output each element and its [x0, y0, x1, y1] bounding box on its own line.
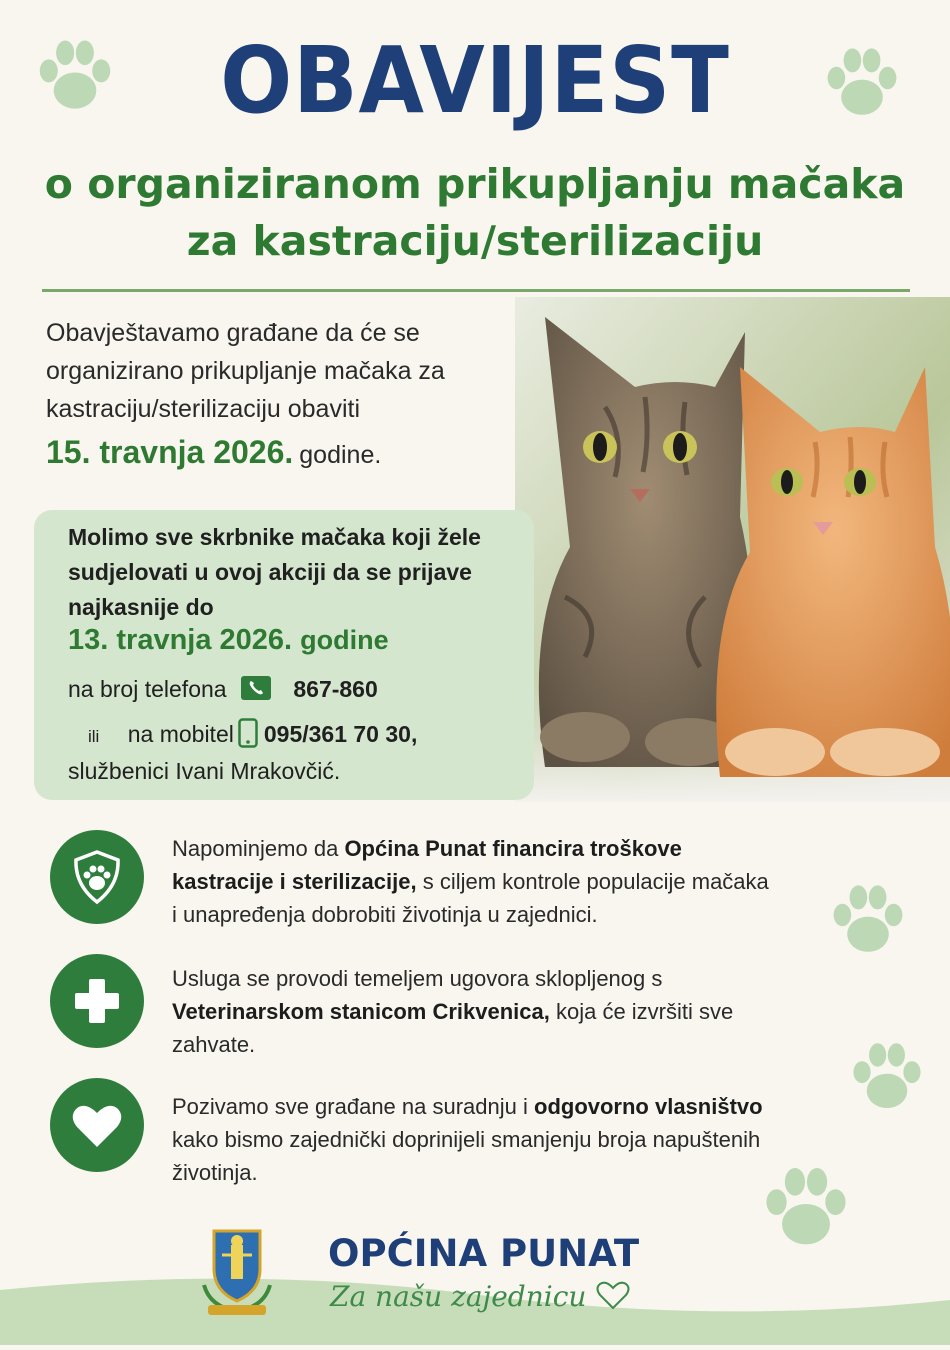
info-financing-bold: Općina Punat financira troškove kastracije i sterilizacije,: [172, 836, 682, 894]
mobile-label: na mobitel: [127, 721, 234, 748]
registration-text: Molimo sve skrbnike mačaka koji žele sudjelovati u ovoj akciji da se prijave najkasnije do: [68, 524, 481, 620]
deadline-value: 13. travnja 2026.: [68, 624, 293, 656]
info-financing-pre: Napominjemo da: [172, 836, 345, 861]
paw-print-icon: [828, 882, 908, 960]
or-word: ili: [88, 727, 100, 747]
collection-date-value: 15. travnja 2026.: [46, 434, 294, 470]
info-veterinary-bold: Veterinarskom stanicom Crikvenica,: [172, 999, 550, 1024]
collection-date: [46, 434, 381, 471]
mobile-number[interactable]: 095/361 70 30,: [263, 721, 418, 748]
slogan: [330, 1280, 631, 1317]
header-divider: [42, 289, 910, 292]
paw-print-icon: [760, 1165, 852, 1253]
mobile-line: [88, 718, 417, 754]
cats-photo: [515, 297, 950, 802]
phone-icon: [241, 676, 271, 706]
info-financing-post: s ciljem kontrole populacije mačaka i unapređenja dobrobiti životinja u zajednici.: [172, 869, 769, 927]
paw-print-icon: [848, 1040, 926, 1116]
subtitle-line-2: za kastraciju/sterilizaciju: [186, 217, 764, 265]
subtitle-line-1: o organiziranom prikupljanju mačaka: [44, 160, 906, 208]
phone-line: [68, 676, 378, 706]
plus-icon: [67, 971, 127, 1031]
deadline-suffix: godine: [300, 625, 389, 655]
municipality-crest: [200, 1225, 274, 1317]
collection-date-suffix: godine.: [299, 441, 382, 469]
shield-paw-icon: [67, 847, 127, 907]
intro-text: Obavještavamo građane da će se organizirano prikupljanje mačaka za kastraciju/sterilizaciju obaviti: [46, 319, 445, 423]
heart-outline-icon: [595, 1280, 631, 1317]
mobile-phone-icon: [238, 718, 258, 754]
info-icon-circle: [50, 1078, 144, 1172]
registration-deadline: [68, 624, 389, 657]
page-title: OBAVIJEST: [220, 27, 730, 134]
info-responsibility-pre: Pozivamo sve građane na suradnju i: [172, 1094, 534, 1119]
info-financing: [172, 832, 772, 931]
slogan-text: Za našu zajednicu: [330, 1280, 587, 1313]
info-responsibility-post: kako bismo zajednički doprinijeli smanjenju broja napuštenih životinja.: [172, 1127, 761, 1185]
phone-label: na broj telefona: [68, 676, 227, 703]
heart-icon: [67, 1095, 127, 1155]
info-veterinary-post: koja će izvršiti sve zahvate.: [172, 999, 734, 1057]
municipality-name: OPĆINA PUNAT: [328, 1232, 640, 1275]
info-icon-circle: [50, 954, 144, 1048]
info-responsibility: [172, 1090, 772, 1189]
official-name: službenici Ivani Mrakovčić.: [68, 758, 341, 784]
info-icon-circle: [50, 830, 144, 924]
info-veterinary: [172, 962, 772, 1061]
info-veterinary-pre: Usluga se provodi temeljem ugovora sklopljenog s: [172, 966, 663, 991]
phone-number[interactable]: 867-860: [293, 676, 378, 703]
info-responsibility-bold: odgovorno vlasništvo: [534, 1094, 763, 1119]
